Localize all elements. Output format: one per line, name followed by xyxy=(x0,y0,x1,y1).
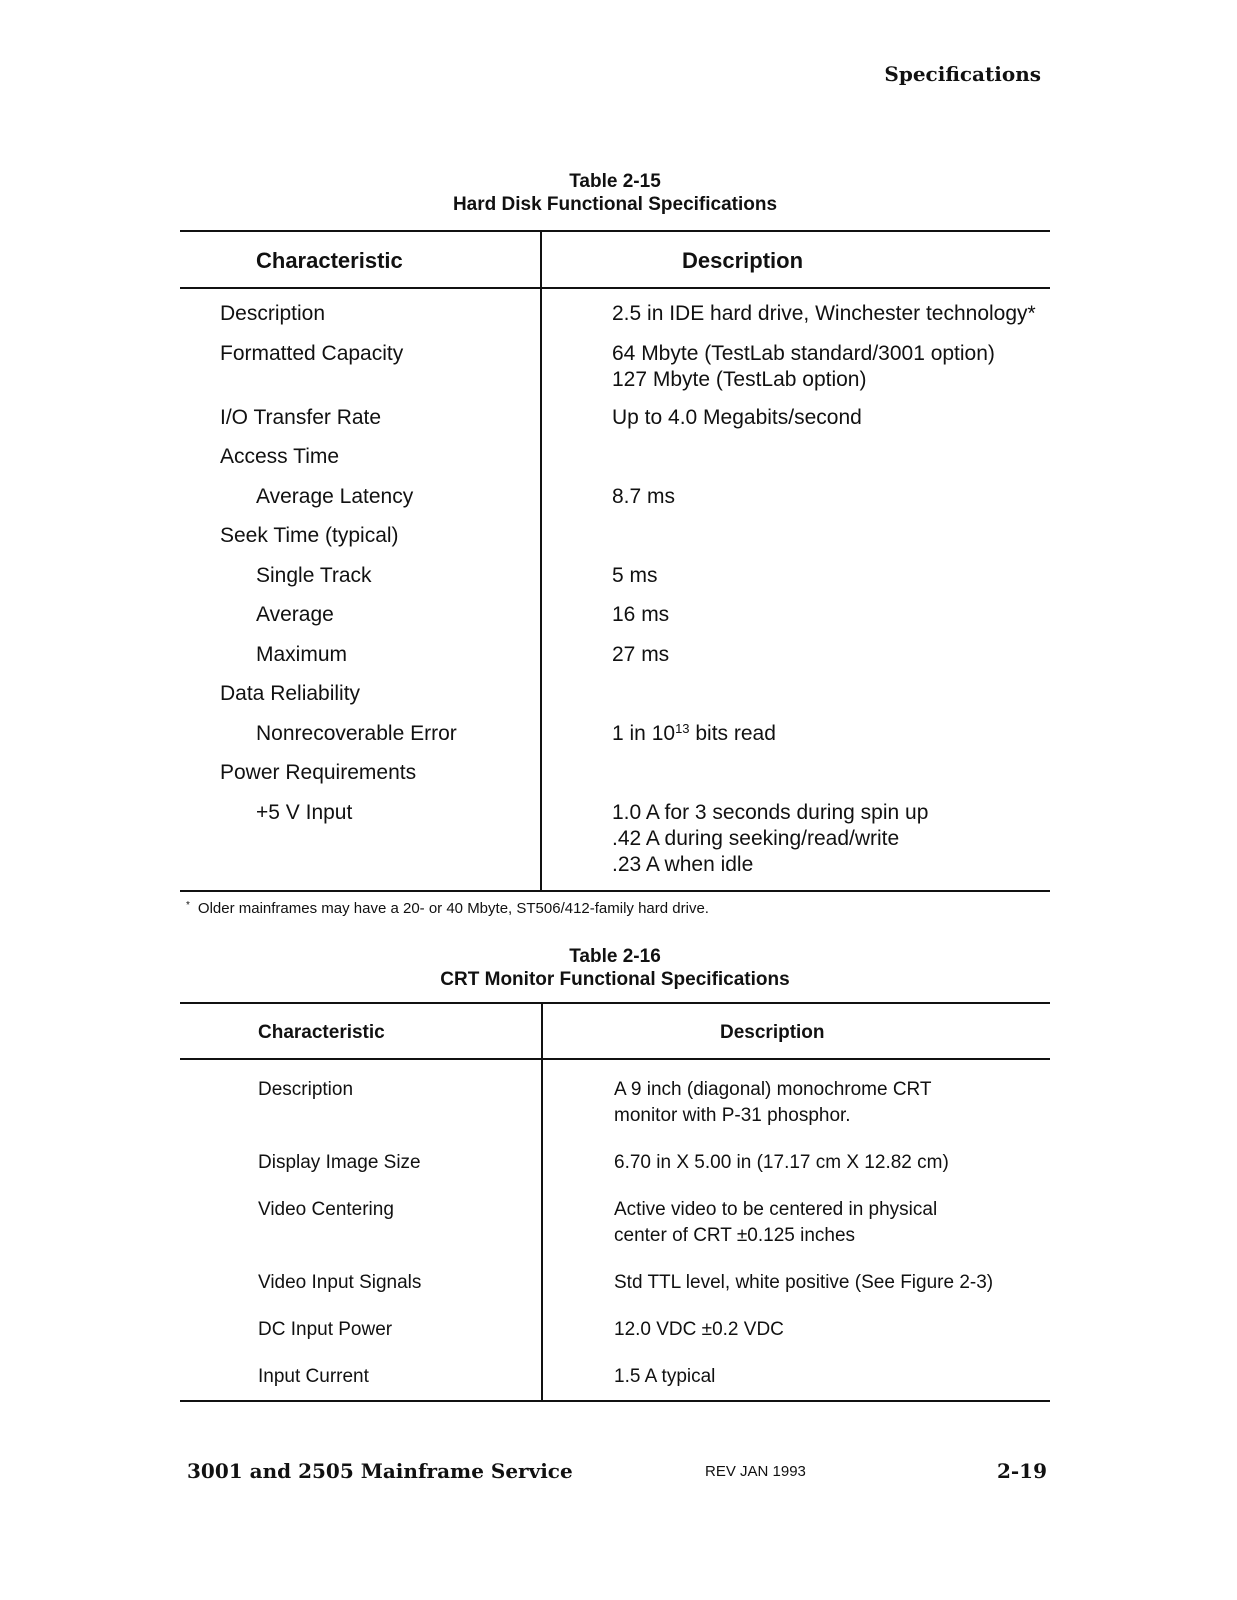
characteristic-cell: DC Input Power xyxy=(258,1319,393,1340)
exponent: 13 xyxy=(675,720,690,736)
characteristic-cell: Maximum xyxy=(256,642,348,666)
description-line: center of CRT ±0.125 inches xyxy=(614,1225,856,1246)
table-row xyxy=(180,1317,1050,1364)
description-line: 16 ms xyxy=(612,603,670,626)
table-row xyxy=(180,444,1050,484)
table-row xyxy=(180,301,1050,341)
description-cell xyxy=(612,800,928,878)
description-line: 64 Mbyte (TestLab standard/3001 option) xyxy=(612,341,995,365)
description-cell xyxy=(612,563,658,603)
characteristic-cell: +5 V Input xyxy=(256,800,353,824)
description-cell xyxy=(612,602,669,642)
footnote-marker: * xyxy=(186,900,190,911)
description-line: 1.0 A for 3 seconds during spin up xyxy=(612,800,929,824)
characteristic-cell: I/O Transfer Rate xyxy=(220,405,382,429)
column-header-characteristic: Characteristic xyxy=(258,1022,385,1043)
description-text: bits read xyxy=(689,721,776,745)
description-line: 2.5 in IDE hard drive, Winchester technology* xyxy=(612,302,1036,325)
column-header-description: Description xyxy=(720,1022,825,1043)
hard-disk-spec-table xyxy=(180,230,1050,892)
footer-page-number: 2-19 xyxy=(996,1459,1047,1483)
description-line: Std TTL level, white positive (See Figure 2-3) xyxy=(614,1272,994,1293)
characteristic-cell: Description xyxy=(258,1079,354,1100)
description-line: 27 ms xyxy=(612,642,670,666)
description-cell xyxy=(612,642,669,682)
table-number: Table 2-16 xyxy=(569,946,661,967)
characteristic-cell: Input Current xyxy=(258,1366,369,1387)
description-cell xyxy=(614,1150,949,1197)
crt-monitor-spec-table xyxy=(180,1002,1050,1402)
characteristic-cell: Description xyxy=(220,302,326,325)
table-row xyxy=(180,1077,1050,1150)
table-row xyxy=(180,1197,1050,1270)
characteristic-cell: Display Image Size xyxy=(258,1152,421,1173)
description-line xyxy=(612,721,776,747)
characteristic-cell: Video Centering xyxy=(258,1199,394,1220)
table-row xyxy=(180,341,1050,405)
table-caption xyxy=(180,945,1050,991)
table-row xyxy=(180,681,1050,721)
table-row xyxy=(180,1150,1050,1197)
description-line: monitor with P-31 phosphor. xyxy=(614,1105,851,1126)
description-cell xyxy=(612,405,862,445)
description-cell xyxy=(614,1317,784,1364)
table-caption xyxy=(180,170,1050,216)
description-line: 12.0 VDC ±0.2 VDC xyxy=(614,1319,784,1340)
characteristic-cell: Data Reliability xyxy=(220,682,361,705)
description-cell xyxy=(614,1077,932,1150)
characteristic-cell: Average Latency xyxy=(256,484,414,508)
table-header-row xyxy=(180,232,1050,289)
table-row xyxy=(180,484,1050,524)
table-row xyxy=(180,523,1050,563)
table-row xyxy=(180,760,1050,800)
table-title: Hard Disk Functional Specifications xyxy=(452,194,778,215)
characteristic-cell: Access Time xyxy=(220,445,340,468)
table-row xyxy=(180,721,1050,761)
table-title: CRT Monitor Functional Specifications xyxy=(440,969,790,990)
characteristic-cell: Power Requirements xyxy=(220,761,417,784)
characteristic-cell: Single Track xyxy=(256,563,372,587)
description-cell xyxy=(614,1364,715,1411)
description-line: Up to 4.0 Megabits/second xyxy=(612,405,862,429)
table-row xyxy=(180,1364,1050,1411)
table-row xyxy=(180,405,1050,445)
description-line: .42 A during seeking/read/write xyxy=(612,826,900,850)
table-row xyxy=(180,642,1050,682)
table-row xyxy=(180,602,1050,642)
table-footnote xyxy=(186,900,709,917)
description-line: .23 A when idle xyxy=(612,852,754,876)
description-line: 127 Mbyte (TestLab option) xyxy=(612,367,867,391)
description-line: 5 ms xyxy=(612,563,658,587)
description-cell xyxy=(612,301,1036,341)
characteristic-cell: Average xyxy=(256,603,334,626)
description-text: 1 in 10 xyxy=(612,721,676,745)
characteristic-cell: Seek Time (typical) xyxy=(220,524,399,547)
characteristic-cell: Nonrecoverable Error xyxy=(256,721,457,745)
table-row xyxy=(180,1270,1050,1317)
description-line: 8.7 ms xyxy=(612,484,676,508)
description-cell xyxy=(612,484,675,524)
footnote-text: Older mainframes may have a 20- or 40 Mbyte, ST506/412-family hard drive. xyxy=(197,900,709,917)
table-row xyxy=(180,563,1050,603)
table-header-row xyxy=(180,1004,1050,1060)
footer-revision: REV JAN 1993 xyxy=(705,1463,806,1480)
description-cell xyxy=(614,1270,993,1317)
footer-manual-title: 3001 and 2505 Mainframe Service xyxy=(187,1459,573,1483)
description-line: 1.5 A typical xyxy=(614,1366,716,1387)
column-header-characteristic: Characteristic xyxy=(256,248,403,273)
table-row xyxy=(180,800,1050,878)
column-header-description: Description xyxy=(682,248,804,273)
description-cell xyxy=(612,341,995,405)
table-number: Table 2-15 xyxy=(569,171,661,192)
description-cell xyxy=(612,721,776,761)
characteristic-cell: Video Input Signals xyxy=(258,1272,422,1293)
description-line: 6.70 in X 5.00 in (17.17 cm X 12.82 cm) xyxy=(614,1152,949,1173)
description-cell xyxy=(614,1197,937,1270)
description-line: A 9 inch (diagonal) monochrome CRT xyxy=(614,1079,932,1100)
page-header-title: Specifications xyxy=(884,62,1041,86)
description-line: Active video to be centered in physical xyxy=(614,1199,938,1220)
characteristic-cell: Formatted Capacity xyxy=(220,341,404,365)
